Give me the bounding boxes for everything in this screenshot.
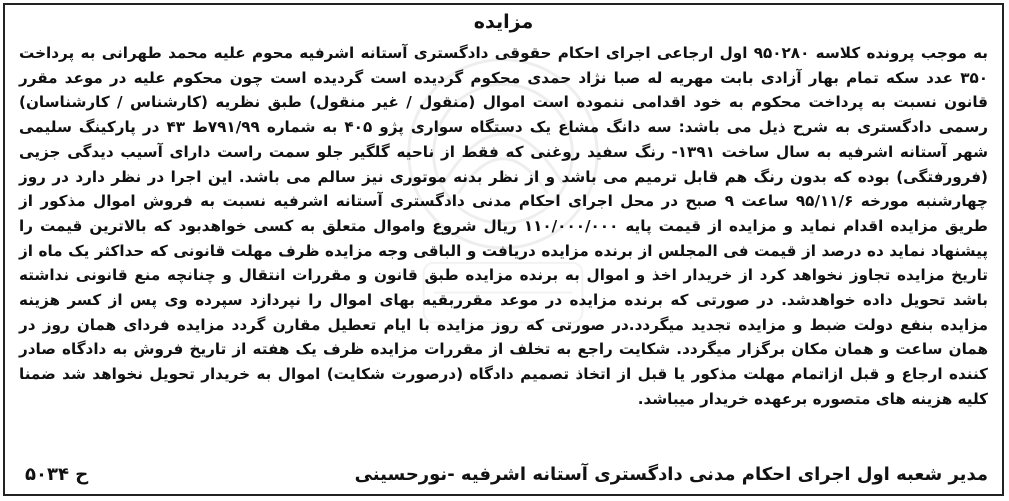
notice-title: مزایده	[473, 11, 534, 33]
notice-frame	[3, 3, 1004, 496]
notice-footer	[19, 458, 988, 490]
notice-signature: مدیر شعبه اول اجرای احکام مدنی دادگستری آستانه اشرفیه -نورحسینی	[354, 463, 988, 485]
notice-body: به موجب پرونده کلاسه ۹۵۰۲۸۰ اول ارجاعی اجرای احکام حقوقی دادگستری آستانه اشرفیه محوم علیه محمد طهرانی به پرداخت ۳۵۰ عدد سکه تمام بهار آزادی بابت مهریه له صبا نژاد حمدی محکوم گردیده است گردیده است چون محکوم علیه در موعد مقرر قانون نسبت به پرداخت محکوم به خود اقدامی ننموده است اموال (منقول / غیر منقول) طبق نظریه (کارشناس / کارشناسان) رسمی دادگستری به شرح ذیل می باشد: سه دانگ مشاع یک دستگاه سواری پژو ۴۰۵ به شماره ۷۹۱/۹۹ط ۴۳ در پارکینگ سلیمی شهر آستانه اشرفیه به سال ساخت ۱۳۹۱- رنگ سفید روغنی که فقط از ناحیه گلگیر جلو سمت راست دارای آسیب دیدگی جزیی (فرورفتگی) بوده که بدون رنگ هم قابل ترمیم می باشد و از نظر بدنه موتوری نیز سالم می باشد. این اجرا در نظر دارد در روز چهارشنبه مورخه ۹۵/۱۱/۶ ساعت ۹ صبح در محل اجرای احکام مدنی دادگستری آستانه اشرفیه نسبت به فروش اموال مذکور از طریق مزایده اقدام نماید و مزایده از قیمت پایه ۱۱۰/۰۰۰/۰۰۰ ریال شروع واموال متعلق به کسی خواهدبود که بالاترین قیمت را پیشنهاد نماید ده درصد از قیمت فی المجلس از برنده مزایده دریافت و الباقی وجه مزایده ظرف مهلت قانونی که حداکثر یک ماه از تاریخ مزایده تجاوز نخواهد کرد از خریدار اخذ و اموال به برنده مزایده طبق قانون و مقررات انتقال و چنانچه منع قانونی نداشته باشد تحویل داده خواهدشد. در صورتی که برنده مزایده در موعد مقرربقیه بهای اموال را نپردازد سپرده وی پس از کسر هزینه مزایده بنفع دولت ضبط و مزایده تجدید میگردد.در صورتی که روز مزایده با ایام تعطیل مقارن گردد مزایده فردای همان روز در همان ساعت و همان مکان برگزار میگردد. شکایت راجع به تخلف از مقررات مزایده ظرف یک هفته از تاریخ فروش به دادگاه صادر کننده ارجاع و قبل ازاتمام مهلت مذکور یا قبل از اتخاذ تصمیم دادگاه (درصورت شکایت) اموال به خریدار تحویل نخواهد شد ضمنا کلیه هزینه های متصوره برعهده خریدار میباشد.	[19, 44, 988, 408]
notice-code: ح ۵۰۳۴	[25, 463, 89, 485]
